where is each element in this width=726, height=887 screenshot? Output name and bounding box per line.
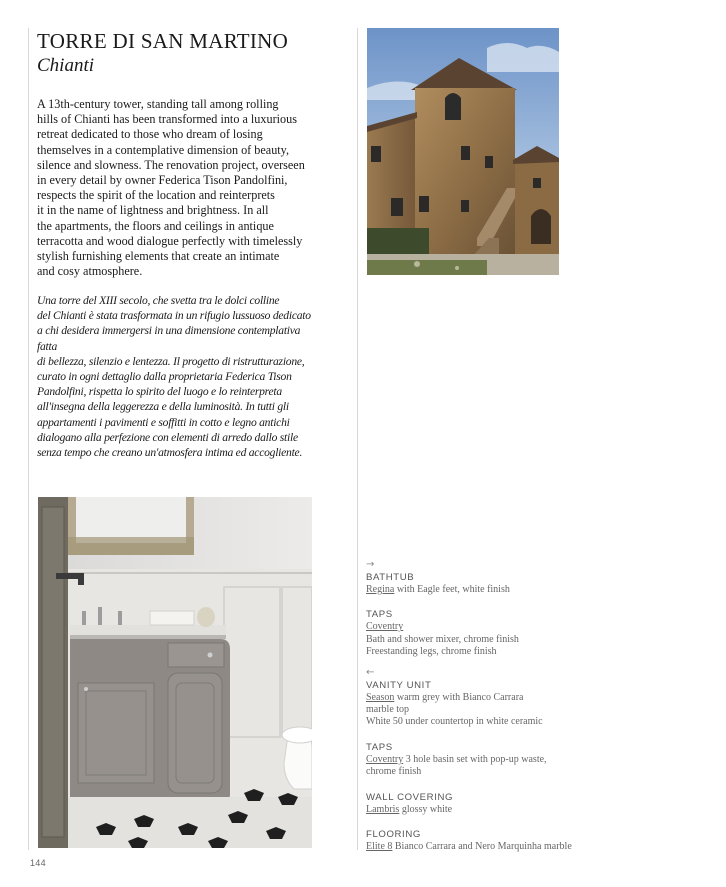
bathroom-vanity-photo	[38, 497, 312, 848]
page-number: 144	[30, 858, 46, 868]
tower-exterior-photo	[367, 28, 559, 275]
body-italian: Una torre del XIII secolo, che svetta tra le dolci colline del Chianti è stata trasformata in un rifugio lussuoso dedicato a chi desidera immergersi in una dimensione contemplativa fatta di bellezza, silenzio e lentezza. Il progetto di ristrutturazione, curato in ogni dettaglio dalla proprietaria Federica Tison Pandolfini, rispetta lo spirito del luogo e lo reinterpreta all'insegna della leggerezza e della luminosità. In tutti gli appartamenti i pavimenti e soffitti in cotto e legno antichi dialogano alla perfezione con elementi di arredo dallo stile senza tempo che creano un'atmosfera intima ed accogliente.	[37, 294, 311, 460]
bathtub-detail: Regina with Eagle feet, white finish	[366, 584, 510, 595]
vanity-product-link[interactable]: Season	[366, 691, 395, 703]
wall-covering-product-link[interactable]: Lambris	[366, 803, 400, 815]
flooring-heading: FLOORING	[366, 829, 421, 841]
taps-line-2: Freestanding legs, chrome finish	[366, 646, 497, 658]
taps-basin-heading: TAPS	[366, 741, 393, 753]
vanity-line-3: White 50 under countertop in white ceramic	[366, 716, 543, 728]
taps-heading: TAPS	[366, 609, 393, 621]
body-english: A 13th-century tower, standing tall among rolling hills of Chianti has been transformed into a luxurious retreat dedicated to those who dream of losing themselves in a contemplative dimension of beauty, silence and slowness. The renovation project, overseen in every detail by owner Federica Tison Pandolfini, respects the spirit of the location and reinterprets it in the name of lightness and brightness. In all the apartments, the floors and ceilings in antique terracotta and wood dialogue perfectly with timelessly stylish furnishing elements that create an intimate and cosy atmosphere.	[37, 97, 305, 279]
taps-line-1: Bath and shower mixer, chrome finish	[366, 633, 519, 645]
page-subtitle: Chianti	[37, 55, 95, 76]
taps-basin-product-link[interactable]: Coventry	[366, 753, 404, 765]
bathtub-heading: BATHTUB	[366, 572, 415, 583]
wall-covering-heading: WALL COVERING	[366, 791, 454, 803]
vanity-heading: VANITY UNIT	[366, 679, 432, 691]
vanity-detail: Season warm grey with Bianco Carrara	[366, 691, 524, 703]
bathtub-product-link[interactable]: Regina	[366, 584, 395, 595]
wall-covering-detail: Lambris glossy white	[366, 803, 453, 815]
taps-basin-line-2: chrome finish	[366, 766, 422, 778]
vanity-line-2: marble top	[366, 704, 410, 716]
arrow-right-icon: →	[366, 559, 375, 570]
taps-product	[366, 621, 656, 633]
flooring-detail: Elite 8 Bianco Carrara and Nero Marquinha marble	[366, 841, 572, 853]
product-specs	[366, 558, 656, 853]
arrow-left-icon: ←	[366, 666, 375, 678]
column-divider-rule	[357, 28, 358, 850]
left-margin-rule	[28, 28, 29, 850]
taps-basin-detail: Coventry 3 hole basin set with pop-up waste,	[366, 753, 547, 765]
taps-product-link[interactable]: Coventry	[366, 621, 404, 633]
page-title: TORRE DI SAN MARTINO	[37, 29, 289, 53]
flooring-product-link[interactable]: Elite 8	[366, 841, 393, 853]
